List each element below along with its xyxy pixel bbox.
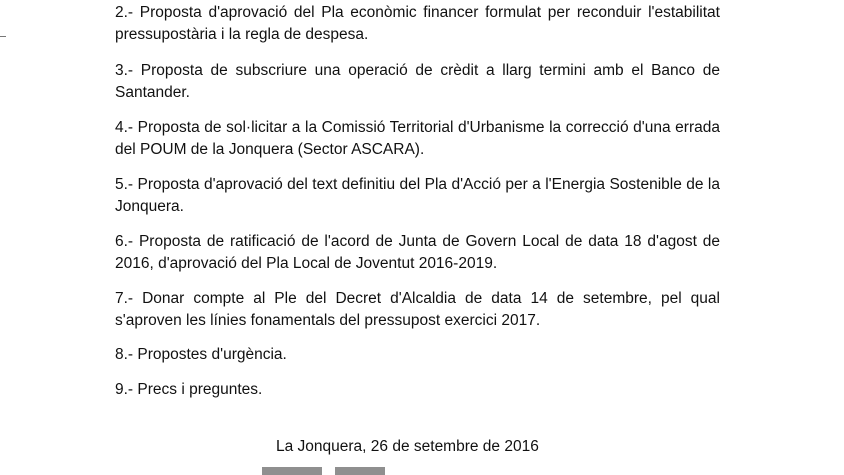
agenda-item-text: 6.- Proposta de ratificació de l'acord de Junta de Govern Local de data 18 d'agost de 2016, d'aprovació del Pla Local de Joventut 2016-2019. — [115, 233, 720, 272]
agenda-item-text: 7.- Donar compte al Ple del Decret d'Alcaldia de data 14 de setembre, pel qual s'aproven les línies fonamentals del pressupost exercici 2017. — [115, 290, 720, 329]
agenda-item-7 — [115, 288, 720, 332]
agenda-item-5 — [115, 174, 720, 218]
agenda-item-text: 4.- Proposta de sol·licitar a la Comissió Territorial d'Urbanisme la correcció d'una errada del POUM de la Jonquera (Sector ASCARA). — [115, 119, 720, 158]
margin-mark — [0, 36, 6, 37]
agenda-item-text: 8.- Propostes d'urgència. — [115, 346, 287, 363]
place-date-line: La Jonquera, 26 de setembre de 2016 — [276, 438, 539, 455]
agenda-item-2 — [115, 2, 720, 46]
agenda-item-3 — [115, 60, 720, 104]
agenda-item-6 — [115, 231, 720, 275]
agenda-item-text: 3.- Proposta de subscriure una operació de crèdit a llarg termini amb el Banco de Santander. — [115, 62, 720, 101]
agenda-item-text: 9.- Precs i preguntes. — [115, 381, 263, 398]
agenda-item-9 — [115, 379, 720, 401]
agenda-item-text: 2.- Proposta d'aprovació del Pla econòmic financer formulat per reconduir l'estabilitat pressupostària i la regla de despesa. — [115, 4, 720, 43]
agenda-item-text: 5.- Proposta d'aprovació del text definitiu del Pla d'Acció per a l'Energia Sostenible de la Jonquera. — [115, 176, 720, 215]
agenda-item-8 — [115, 344, 720, 366]
agenda-item-4 — [115, 117, 720, 161]
